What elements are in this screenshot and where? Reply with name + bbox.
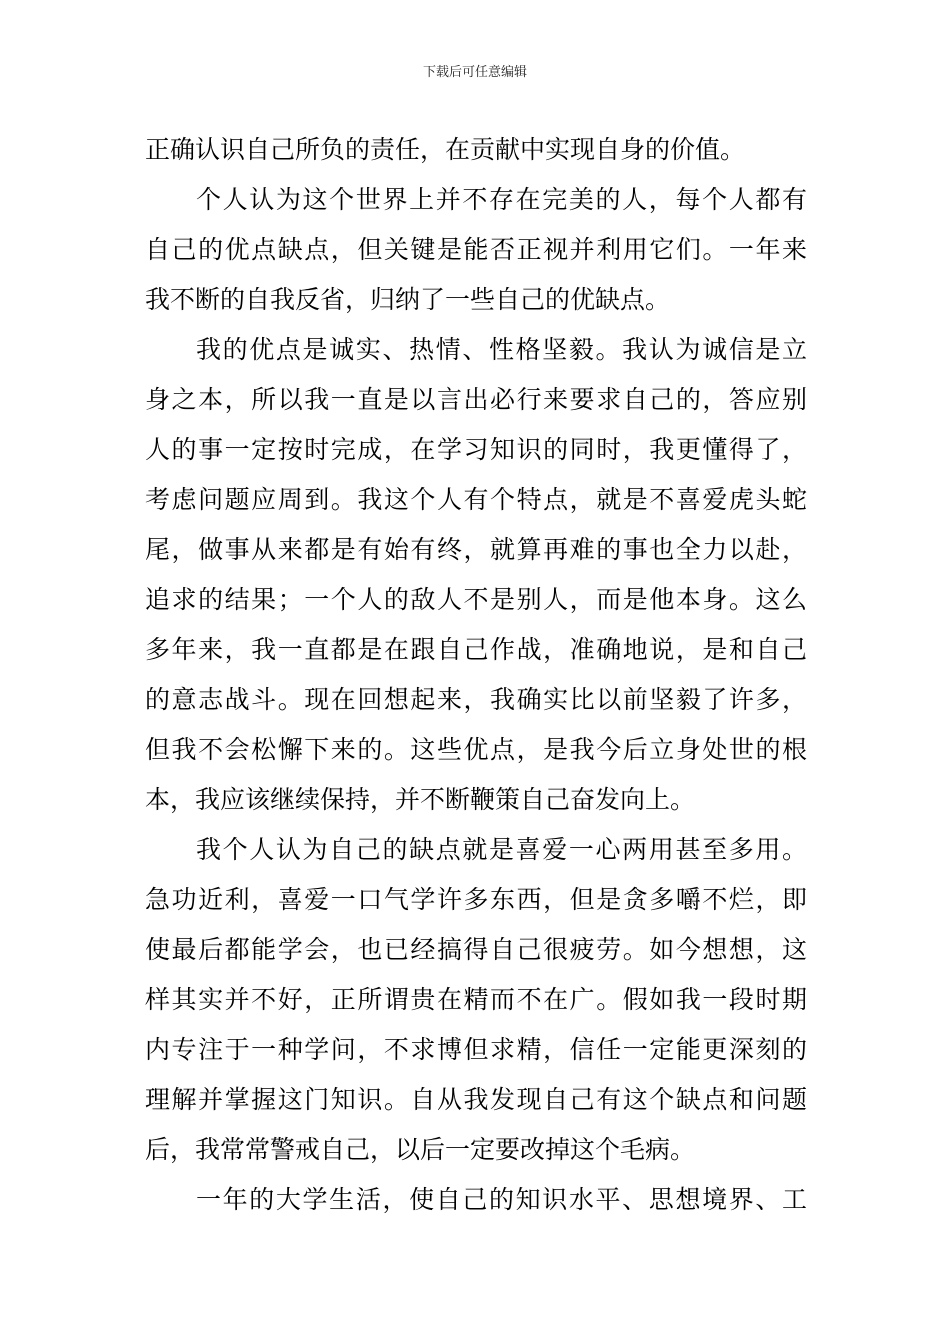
text-line: 但我不会松懈下来的。这些优点，是我今后立身处世的根: [145, 735, 807, 764]
text-line: 个人认为这个世界上并不存在完美的人，每个人都有: [196, 185, 807, 214]
text-line: 正确认识自己所负的责任，在贡献中实现自身的价值。: [145, 135, 746, 164]
text-line: 多年来，我一直都是在跟自己作战，准确地说，是和自己: [145, 635, 807, 664]
text-line: 考虑问题应周到。我这个人有个特点，就是不喜爱虎头蛇: [145, 485, 807, 514]
text-line: 本，我应该继续保持，并不断鞭策自己奋发向上。: [145, 785, 696, 814]
text-line: 样其实并不好，正所谓贵在精而不在广。假如我一段时期: [145, 985, 807, 1014]
text-line: 身之本，所以我一直是以言出必行来要求自己的，答应别: [145, 385, 807, 414]
text-line: 我的优点是诚实、热情、性格坚毅。我认为诚信是立: [196, 335, 807, 364]
text-line: 尾，做事从来都是有始有终，就算再难的事也全力以赴，: [145, 535, 807, 564]
text-line: 内专注于一种学问，不求博但求精，信任一定能更深刻的: [145, 1035, 807, 1064]
text-line: 理解并掌握这门知识。自从我发现自己有这个缺点和问题: [145, 1085, 807, 1114]
text-line: 后，我常常警戒自己，以后一定要改掉这个毛病。: [145, 1135, 696, 1164]
text-line: 自己的优点缺点，但关键是能否正视并利用它们。一年来: [145, 235, 807, 264]
text-line: 我不断的自我反省，归纳了一些自己的优缺点。: [145, 285, 671, 314]
text-line: 使最后都能学会，也已经搞得自己很疲劳。如今想想，这: [145, 935, 807, 964]
text-line: 一年的大学生活，使自己的知识水平、思想境界、工: [196, 1185, 807, 1214]
document-body: [145, 125, 807, 1225]
text-line: 追求的结果；一个人的敌人不是别人，而是他本身。这么: [145, 585, 807, 614]
text-line: 的意志战斗。现在回想起来，我确实比以前坚毅了许多，: [145, 685, 807, 714]
page-header: 下载后可任意编辑: [422, 65, 527, 80]
text-line: 急功近利，喜爱一口气学许多东西，但是贪多嚼不烂，即: [145, 885, 807, 914]
text-line: 人的事一定按时完成，在学习知识的同时，我更懂得了，: [145, 435, 807, 464]
text-line: 我个人认为自己的缺点就是喜爱一心两用甚至多用。: [196, 835, 807, 864]
